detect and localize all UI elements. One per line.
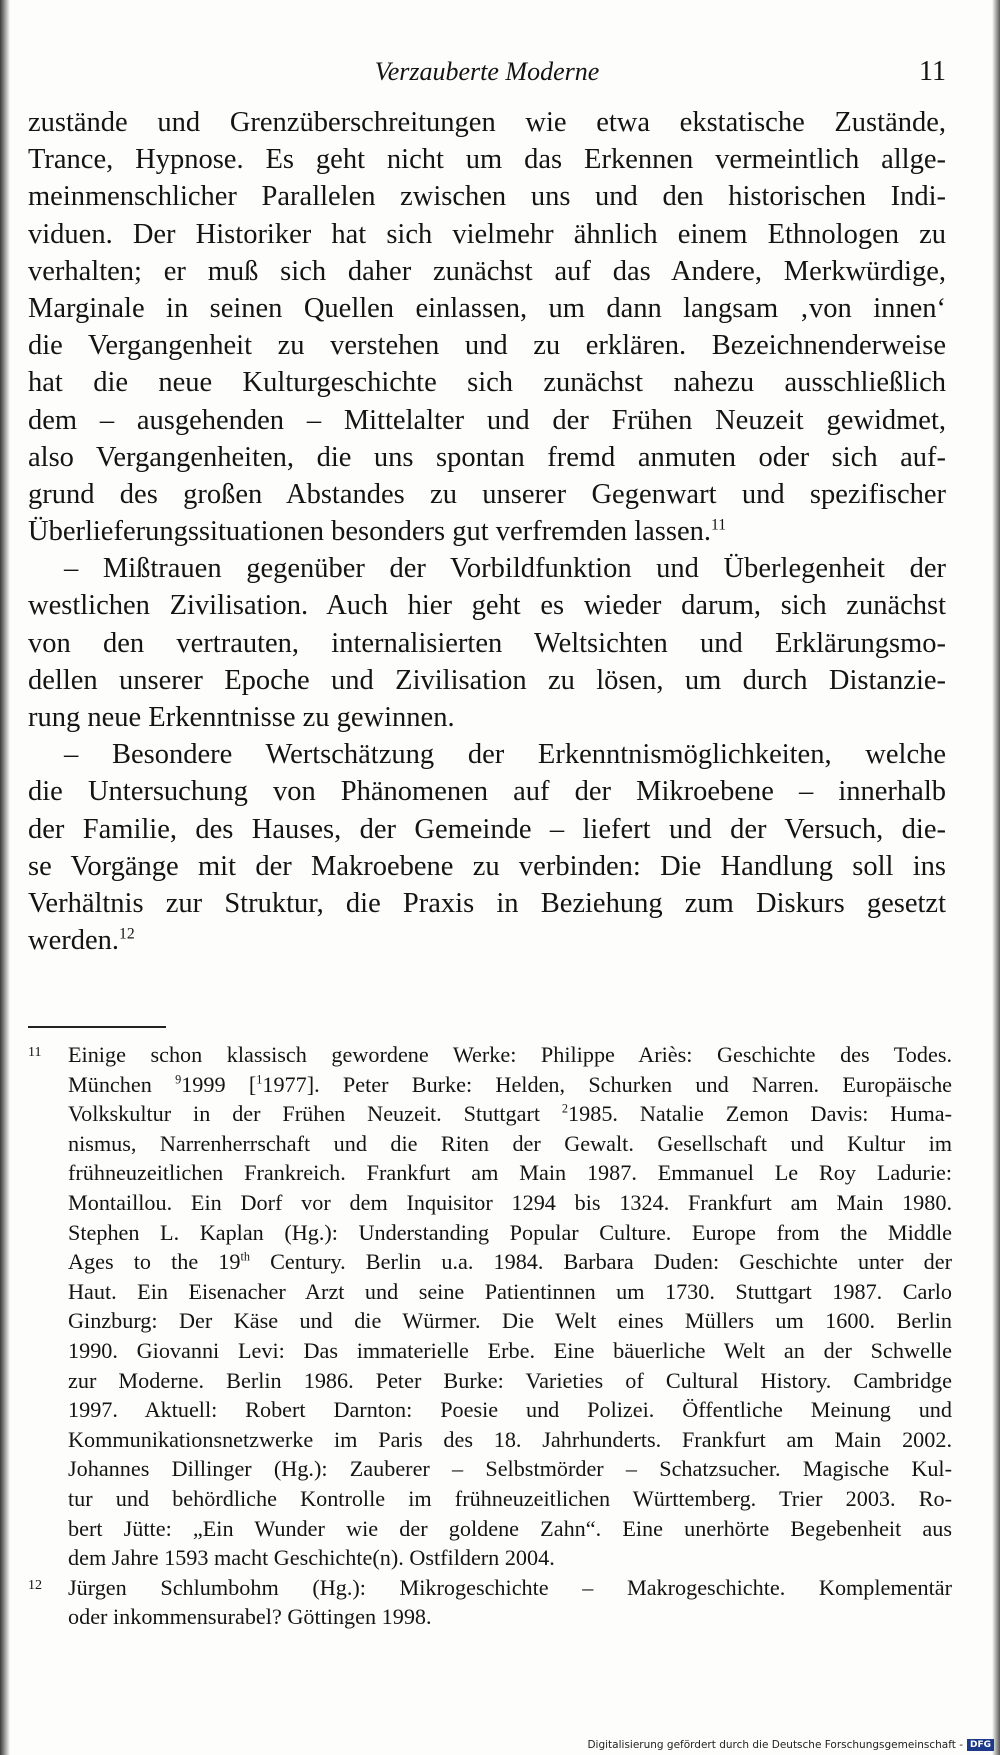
footnote-line: 1997. Aktuell: Robert Darnton: Poesie und Polizei. Öffentliche Meinung und (68, 1397, 952, 1423)
footnote-line: Johannes Dillinger (Hg.): Zauberer – Selbstmörder – Schatzsucher. Magische Kul- (68, 1456, 952, 1482)
footnote-line: Kommunikationsnetzwerke im Paris des 18. Jahrhunderts. Frankfurt am Main 2002. (68, 1426, 952, 1452)
body-line: westlichen Zivilisation. Auch hier geht es wieder darum, sich zunächst (28, 590, 946, 622)
footnote-text: Century. Berlin u.a. 1984. Barbara Duden: Geschichte unter der (249, 1249, 952, 1275)
footnote-line: Jürgen Schlumbohm (Hg.): Mikrogeschichte – Makrogeschichte. Komplementär (68, 1574, 952, 1600)
footnote-line: Einige schon klassisch gewordene Werke: Philippe Ariès: Geschichte des Todes. (68, 1042, 952, 1067)
footnote-line: bert Jütte: „Ein Wunder wie der goldene Zahn“. Eine unerhörte Begebenheit aus (68, 1515, 952, 1541)
body-line: dellen unserer Epoche und Zivilisation zu lösen, um durch Distanzie- (28, 664, 946, 696)
body-line: – Mißtrauen gegenüber der Vorbildfunktion und Überlegenheit der (64, 553, 946, 585)
body-line: meinmenschlicher Parallelen zwischen uns und den historischen Indi- (28, 181, 946, 213)
edition-superscript: 2 (561, 1101, 569, 1116)
footnote-separator (28, 1026, 166, 1028)
body-line: hat die neue Kulturgeschichte sich zunächst nahezu ausschließlich (28, 367, 946, 399)
footnote-line (68, 1247, 952, 1277)
footnote-text: Volkskultur in der Frühen Neuzeit. Stuttgart (68, 1101, 562, 1127)
footnote-number: 11 (28, 1045, 42, 1060)
footnote-line: nismus, Narrenherrschaft und die Riten der Gewalt. Gesellschaft und Kultur im (68, 1130, 952, 1156)
footnote-text: 1999 [ (181, 1071, 257, 1097)
footnote-text: 1985. Natalie Zemon Davis: Huma- (568, 1101, 952, 1127)
body-line (28, 513, 946, 550)
body-line: Trance, Hypnose. Es geht nicht um das Erkennen vermeintlich allge- (28, 144, 946, 176)
footnote-line: tur und behördliche Kontrolle im frühneuzeitlichen Württemberg. Trier 2003. Ro- (68, 1485, 952, 1511)
footnotes (28, 1040, 952, 1632)
body-text (28, 104, 946, 959)
footnote-line: Stephen L. Kaplan (Hg.): Understanding Popular Culture. Europe from the Middle (68, 1219, 952, 1245)
footnote-11 (28, 1040, 952, 1573)
page-edge-shadow (992, 0, 1000, 1755)
digitization-credit (587, 1739, 994, 1751)
footnote-ref-12[interactable]: 12 (119, 925, 135, 943)
body-line: Verhältnis zur Struktur, die Praxis in Beziehung zum Diskurs gesetzt (28, 887, 946, 919)
footnote-line: Haut. Ein Eisenacher Arzt und seine Patientinnen um 1730. Stuttgart 1987. Carlo (68, 1278, 952, 1304)
body-line: die Vergangenheit zu verstehen und zu erklären. Bezeichnenderweise (28, 330, 946, 362)
page-gutter-shadow (0, 0, 10, 1755)
body-line: viduen. Der Historiker hat sich vielmehr ähnlich einem Ethnologen zu (28, 218, 946, 250)
ordinal-superscript: th (240, 1249, 250, 1264)
footnote-line: Montaillou. Ein Dorf vor dem Inquisitor 1294 bis 1324. Frankfurt am Main 1980. (68, 1189, 952, 1215)
body-line: – Besondere Wertschätzung der Erkenntnismöglichkeiten, welche (64, 739, 946, 771)
body-line: die Untersuchung von Phänomenen auf der Mikroebene – innerhalb (28, 776, 946, 808)
footnote-line: zur Moderne. Berlin 1986. Peter Burke: Varieties of Cultural History. Cambridge (68, 1367, 952, 1393)
running-title: Verzauberte Moderne (374, 57, 600, 86)
page-number: 11 (919, 56, 946, 87)
edition-superscript: 9 (175, 1072, 182, 1087)
body-line-text: werden. (28, 925, 119, 957)
footnote-ref-11[interactable]: 11 (711, 516, 727, 534)
credit-text: Digitalisierung gefördert durch die Deutsche Forschungsgemeinschaft - (587, 1739, 963, 1751)
body-line: se Vorgänge mit der Makroebene zu verbinden: Die Handlung soll ins (28, 850, 946, 882)
body-line: dem – ausgehenden – Mittelalter und der Frühen Neuzeit gewidmet, (28, 404, 946, 436)
body-line: verhalten; er muß sich daher zunächst auf das Andere, Merkwürdige, (28, 255, 946, 287)
footnote-line: frühneuzeitlichen Frankreich. Frankfurt am Main 1987. Emmanuel Le Roy Ladurie: (68, 1160, 952, 1186)
footnote-number: 12 (28, 1577, 42, 1593)
footnote-text: 1977]. Peter Burke: Helden, Schurken und Narren. Europäische (262, 1071, 953, 1097)
body-line: zustände und Grenzüberschreitungen wie etwa ekstatische Zustände, (28, 107, 946, 138)
footnote-line: dem Jahre 1593 macht Geschichte(n). Ostfildern 2004. (68, 1545, 555, 1571)
edition-superscript: 1 (256, 1072, 263, 1087)
footnote-line: oder inkommensurabel? Göttingen 1998. (68, 1604, 432, 1630)
running-header (28, 52, 946, 92)
body-line: der Familie, des Hauses, der Gemeinde – liefert und der Versuch, die- (28, 813, 946, 845)
footnote-text: 19 (218, 1249, 241, 1275)
body-line (28, 922, 946, 959)
body-line: also Vergangenheiten, die uns spontan fremd anmuten oder sich auf- (28, 441, 946, 473)
footnote-line (68, 1070, 952, 1100)
body-line: rung neue Erkenntnisse zu gewinnen. (28, 702, 455, 733)
footnote-line: 1990. Giovanni Levi: Das immaterielle Erbe. Eine bäuerliche Welt an der Schwelle (68, 1337, 952, 1363)
footnote-text: Ages to the (68, 1249, 219, 1275)
footnote-line: Ginzburg: Der Käse und die Würmer. Die Welt eines Müllers um 1600. Berlin (68, 1308, 952, 1334)
body-line-text: Überlieferungssituationen besonders gut verfremden lassen. (28, 516, 711, 548)
body-line: grund des großen Abstandes zu unserer Gegenwart und spezifischer (28, 478, 946, 510)
dfg-logo-icon: DFG (967, 1739, 994, 1751)
body-line: Marginale in seinen Quellen einlassen, um dann langsam ‚von innen‘ (28, 292, 946, 324)
body-line: von den vertrauten, internalisierten Weltsichten und Erklärungsmo- (28, 627, 946, 659)
footnote-12 (28, 1573, 952, 1632)
footnote-line (68, 1099, 952, 1129)
footnote-text: München (68, 1071, 176, 1097)
